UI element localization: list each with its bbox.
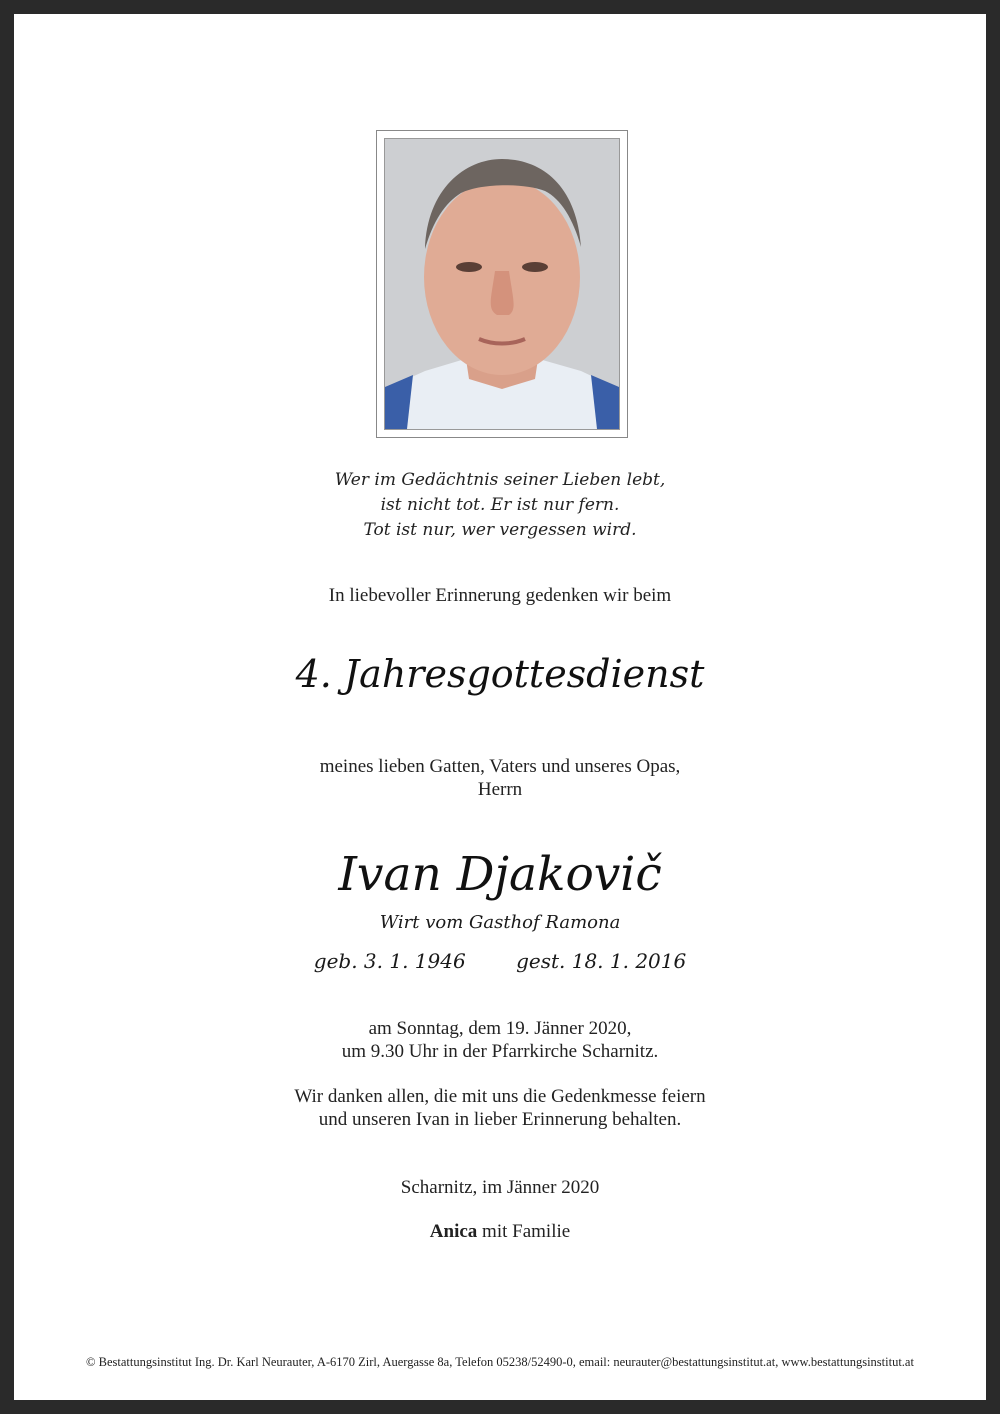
quote-line: Tot ist nur, wer vergessen wird.	[363, 520, 637, 540]
place-date: Scharnitz, im Jänner 2020	[400, 1177, 600, 1198]
memorial-quote	[0, 468, 1000, 543]
portrait-photo	[384, 138, 620, 430]
quote-line: Wer im Gedächtnis seiner Lieben lebt,	[334, 470, 666, 490]
thanks-line: und unseren Ivan in lieber Erinnerung behalten.	[318, 1109, 682, 1130]
intro-text: In liebevoller Erinnerung gedenken wir beim	[328, 585, 672, 606]
service-title: 4. Jahresgottesdienst	[295, 652, 705, 696]
footer-imprint: © Bestattungsinstitut Ing. Dr. Karl Neurauter, A-6170 Zirl, Auergasse 8a, Telefon 05238/52490-0, email: neurauter@bestattungsinstitut.at, www.bestattungsinstitut.at	[86, 1355, 914, 1369]
relation-text	[0, 755, 1000, 801]
thanks-text	[0, 1085, 1000, 1131]
service-time-line: um 9.30 Uhr in der Pfarrkirche Scharnitz.	[341, 1041, 659, 1062]
life-dates	[0, 947, 1000, 975]
family-signature	[0, 1220, 1000, 1243]
deceased-name: Ivan Djakovič	[338, 847, 662, 902]
quote-line: ist nicht tot. Er ist nur fern.	[380, 495, 620, 515]
occupation: Wirt vom Gasthof Ramona	[379, 912, 621, 933]
thanks-line: Wir danken allen, die mit uns die Gedenkmesse feiern	[294, 1086, 706, 1107]
relation-line: Herrn	[477, 779, 523, 800]
service-details	[0, 1017, 1000, 1063]
relation-line: meines lieben Gatten, Vaters und unseres Opas,	[319, 756, 681, 777]
birth-date: geb. 3. 1. 1946	[313, 949, 466, 973]
family-name: Anica	[429, 1221, 478, 1242]
service-date-line: am Sonntag, dem 19. Jänner 2020,	[368, 1018, 632, 1039]
portrait-frame	[376, 130, 628, 438]
portrait-icon	[385, 139, 619, 429]
family-suffix: mit Familie	[477, 1221, 571, 1242]
death-date: gest. 18. 1. 2016	[516, 949, 687, 973]
